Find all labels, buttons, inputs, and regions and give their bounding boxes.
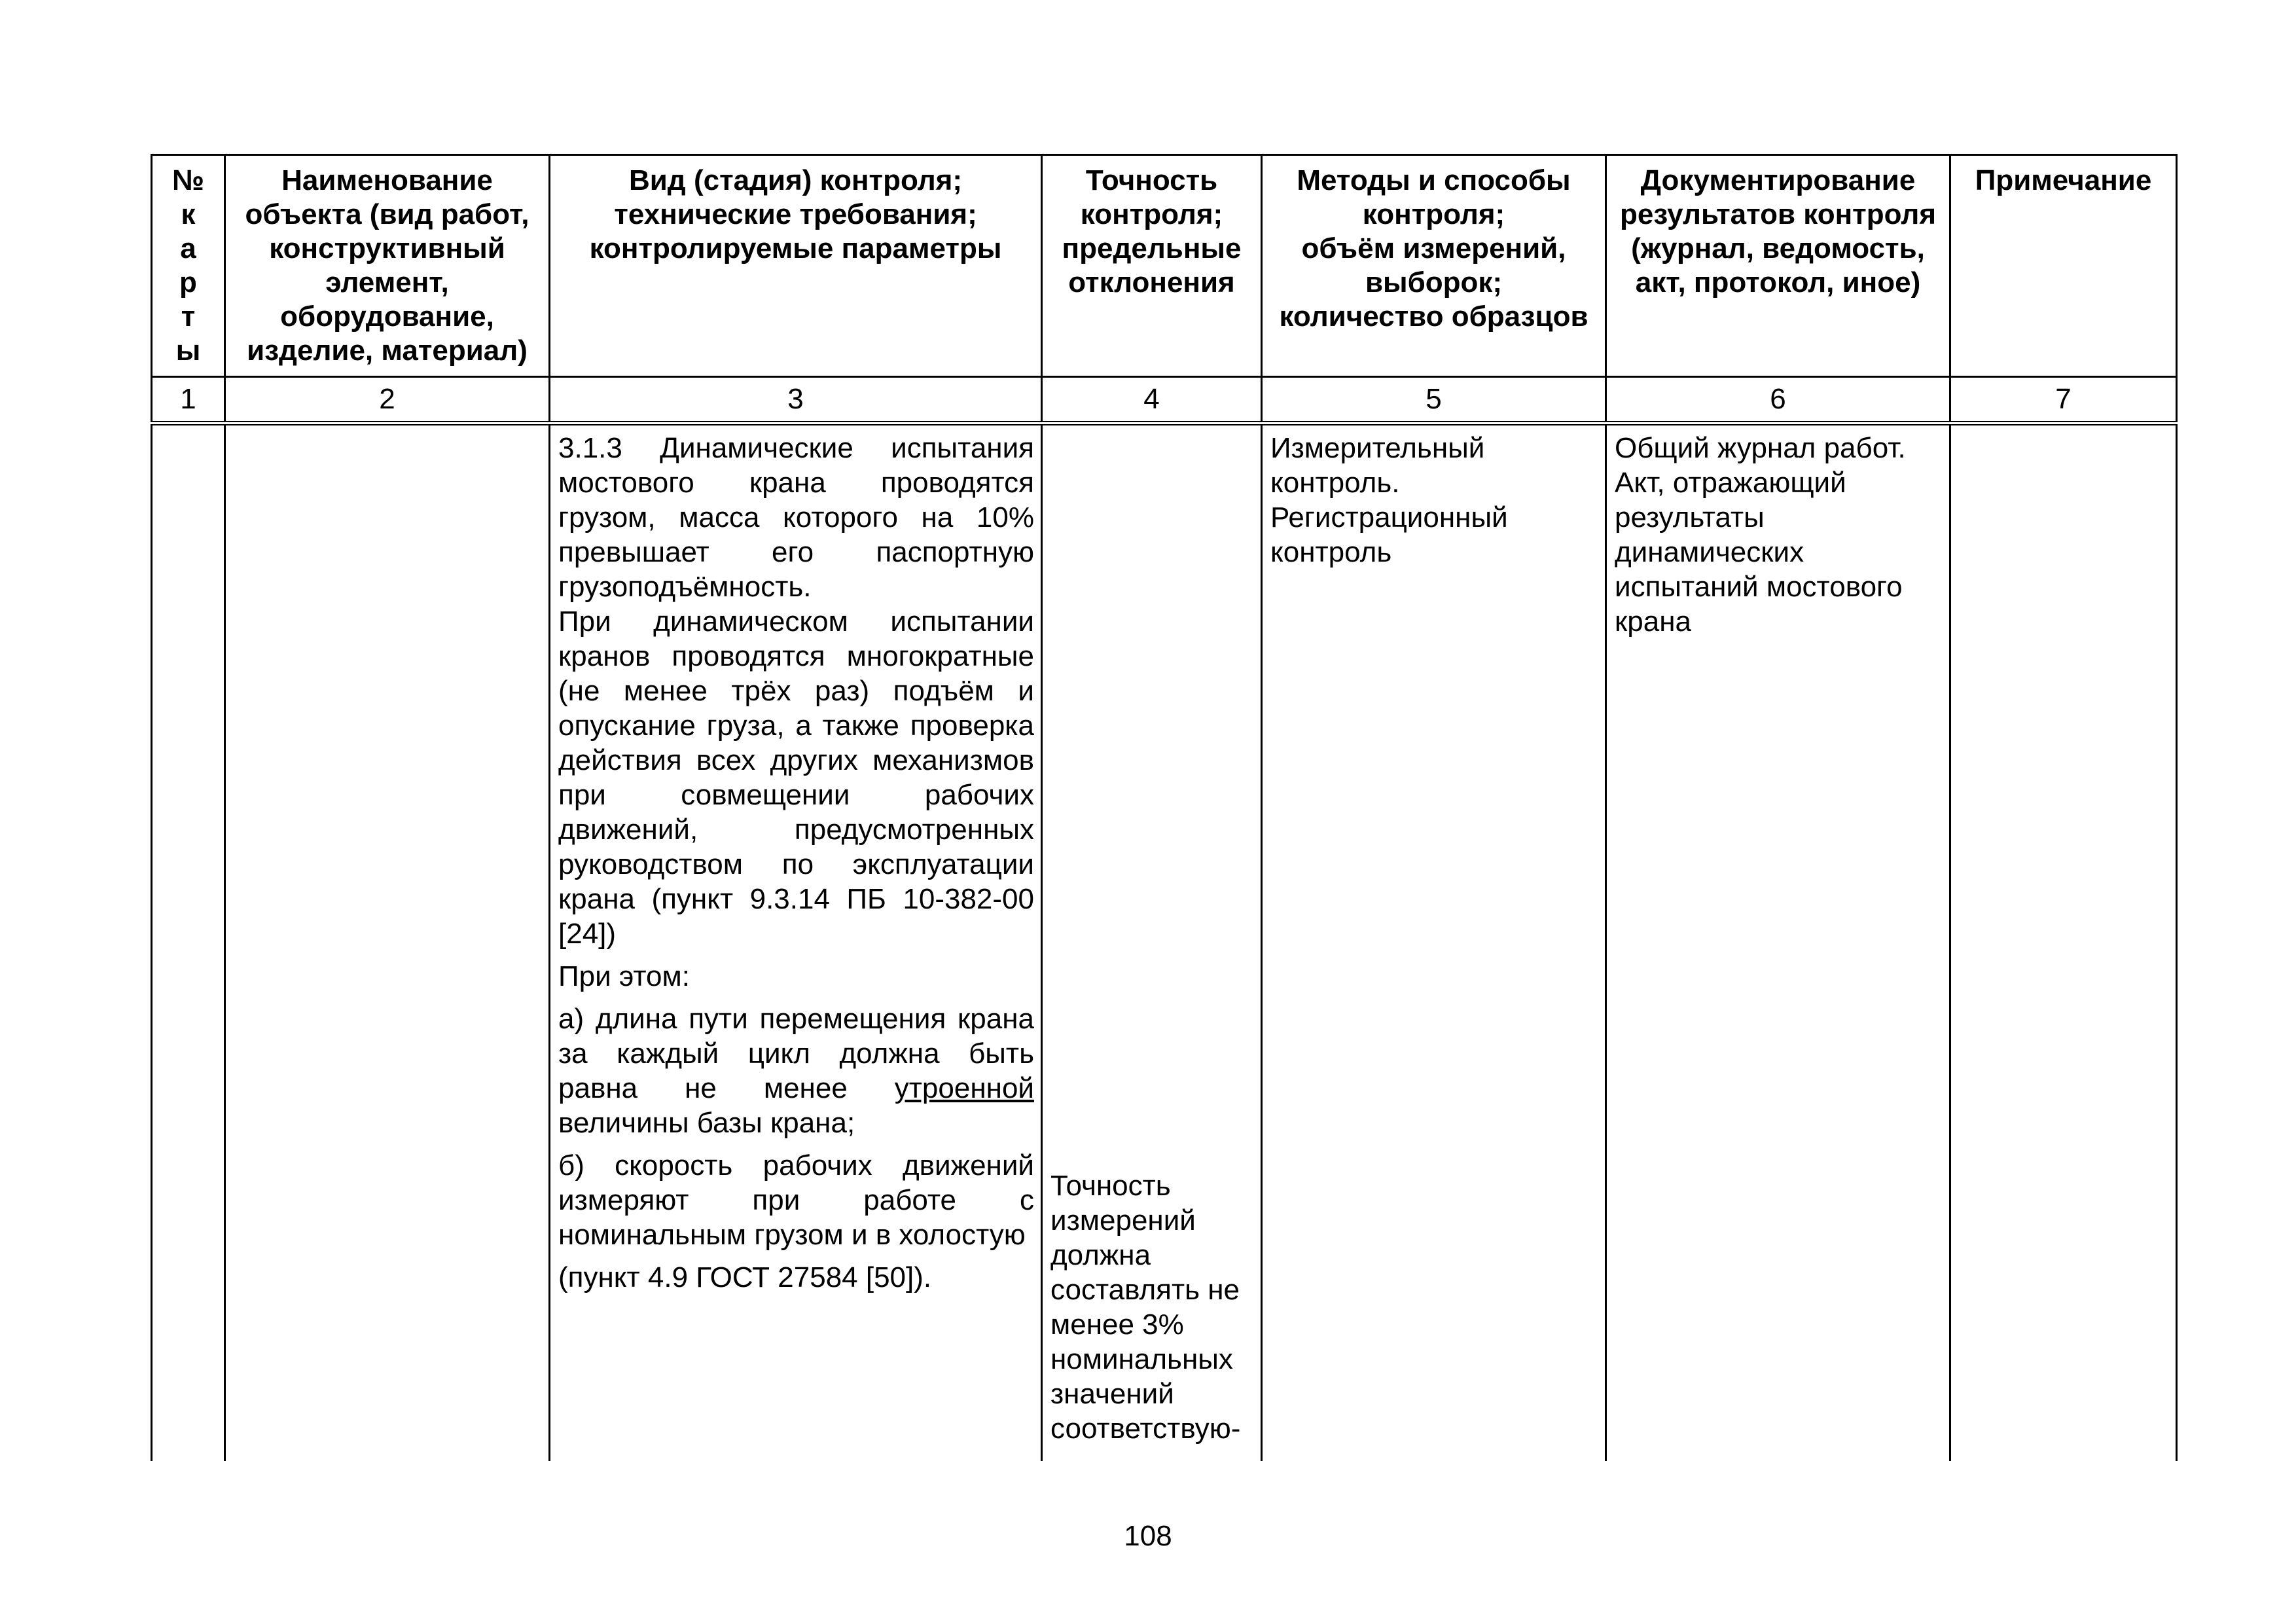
requirement-paragraph: (пункт 4.9 ГОСТ 27584 [50]). <box>558 1261 932 1293</box>
header-line: элемент, <box>325 266 449 298</box>
methods-cell <box>1262 424 1606 1462</box>
documentation-paragraph: Общий журнал работ. <box>1615 432 1906 464</box>
header-line: контроля; <box>1080 198 1223 230</box>
header-line: Вид (стадия) контроля; <box>628 164 963 196</box>
column-number-row <box>152 377 2177 424</box>
object-name-cell <box>225 424 550 1462</box>
header-line: № <box>171 164 205 196</box>
documentation-paragraph: Акт, отражающий результаты динамических испытаний мостового крана <box>1615 467 1903 638</box>
header-methods-lines <box>1263 164 1605 334</box>
control-table <box>151 154 2178 1461</box>
header-line: выборок; <box>1365 266 1503 298</box>
column-number: 3 <box>550 377 1042 424</box>
underlined-word: утроенной <box>894 1072 1034 1104</box>
header-line: предельные <box>1062 232 1242 264</box>
requirement-text: величины базы крана; <box>558 1107 855 1139</box>
header-line: отклонения <box>1068 266 1235 298</box>
accuracy-cell <box>1042 424 1262 1462</box>
method-paragraph: Регистрационный контроль <box>1270 501 1508 568</box>
requirement-paragraph: б) скорость рабочих движений измеряют при работе с номинальным грузом и в холостую <box>558 1149 1034 1251</box>
column-number: 2 <box>225 377 550 424</box>
header-line: объекта (вид работ, <box>245 198 529 230</box>
header-line: т <box>181 300 196 333</box>
table-row <box>152 424 2177 1462</box>
header-line: Наименование <box>281 164 493 196</box>
header-line: Документирование <box>1640 164 1916 196</box>
documentation-cell <box>1606 424 1950 1462</box>
header-line: контролируемые параметры <box>589 232 1002 264</box>
requirement-paragraph: При этом: <box>558 960 690 992</box>
method-paragraph: Измерительный контроль. <box>1270 432 1485 499</box>
requirement-paragraph: 3.1.3 Динамические испытания мостового крана проводятся грузом, масса которого на 10% превышает его паспортную грузоподъёмность. <box>558 432 1034 603</box>
header-line: количество образцов <box>1279 300 1588 333</box>
header-line: к <box>181 198 196 230</box>
header-line: объём измерений, <box>1301 232 1566 264</box>
requirements-cell <box>550 424 1042 1462</box>
header-line: технические требования; <box>614 198 977 230</box>
header-line: (журнал, ведомость, <box>1631 232 1925 264</box>
card-number-cell <box>152 424 225 1462</box>
header-accuracy <box>1042 155 1262 377</box>
accuracy-text: Точность измерений должна составлять не менее 3% номинальных значений соответствую- <box>1050 1170 1241 1445</box>
column-number: 7 <box>1950 377 2177 424</box>
page-number: 108 <box>1124 1520 1172 1552</box>
header-line: а <box>180 232 196 264</box>
header-line: Точность <box>1085 164 1218 196</box>
column-number: 5 <box>1262 377 1606 424</box>
header-row <box>152 155 2177 377</box>
header-line: оборудование, <box>280 300 494 333</box>
header-card-number-lines <box>152 164 224 368</box>
header-object-name <box>225 155 550 377</box>
requirement-paragraph: При динамическом испытании кранов проводятся многократные (не менее трёх раз) подъём и опускание груза, а также проверка действия всех других механизмов при совмещении рабочих движений, предусмотренных руководством по эксплуатации крана (пункт 9.3.14 ПБ 10-382-00 [24]) <box>558 605 1034 950</box>
header-line: Примечание <box>1975 164 2152 196</box>
header-line: результатов контроля <box>1619 198 1936 230</box>
header-documentation-lines <box>1607 164 1949 300</box>
header-line: Методы и способы <box>1297 164 1571 196</box>
header-control-type-lines <box>550 164 1041 266</box>
column-number: 4 <box>1042 377 1262 424</box>
note-cell <box>1950 424 2177 1462</box>
header-object-name-lines <box>226 164 548 368</box>
header-control-type <box>550 155 1042 377</box>
header-line: р <box>179 266 197 298</box>
column-number: 1 <box>152 377 225 424</box>
header-line: акт, протокол, иное) <box>1635 266 1921 298</box>
header-card-number <box>152 155 225 377</box>
header-line: конструктивный <box>269 232 505 264</box>
header-line: контроля; <box>1362 198 1505 230</box>
requirement-text: а) длина пути перемещения крана за каждый цикл должна быть равна не менее <box>558 1003 1034 1104</box>
requirement-paragraph <box>558 1001 1034 1140</box>
header-line: изделие, материал) <box>247 334 528 367</box>
header-methods <box>1262 155 1606 377</box>
header-line: ы <box>175 334 201 367</box>
header-accuracy-lines <box>1043 164 1261 300</box>
header-note-lines <box>1951 164 2176 198</box>
header-note <box>1950 155 2177 377</box>
header-documentation <box>1606 155 1950 377</box>
column-number: 6 <box>1606 377 1950 424</box>
